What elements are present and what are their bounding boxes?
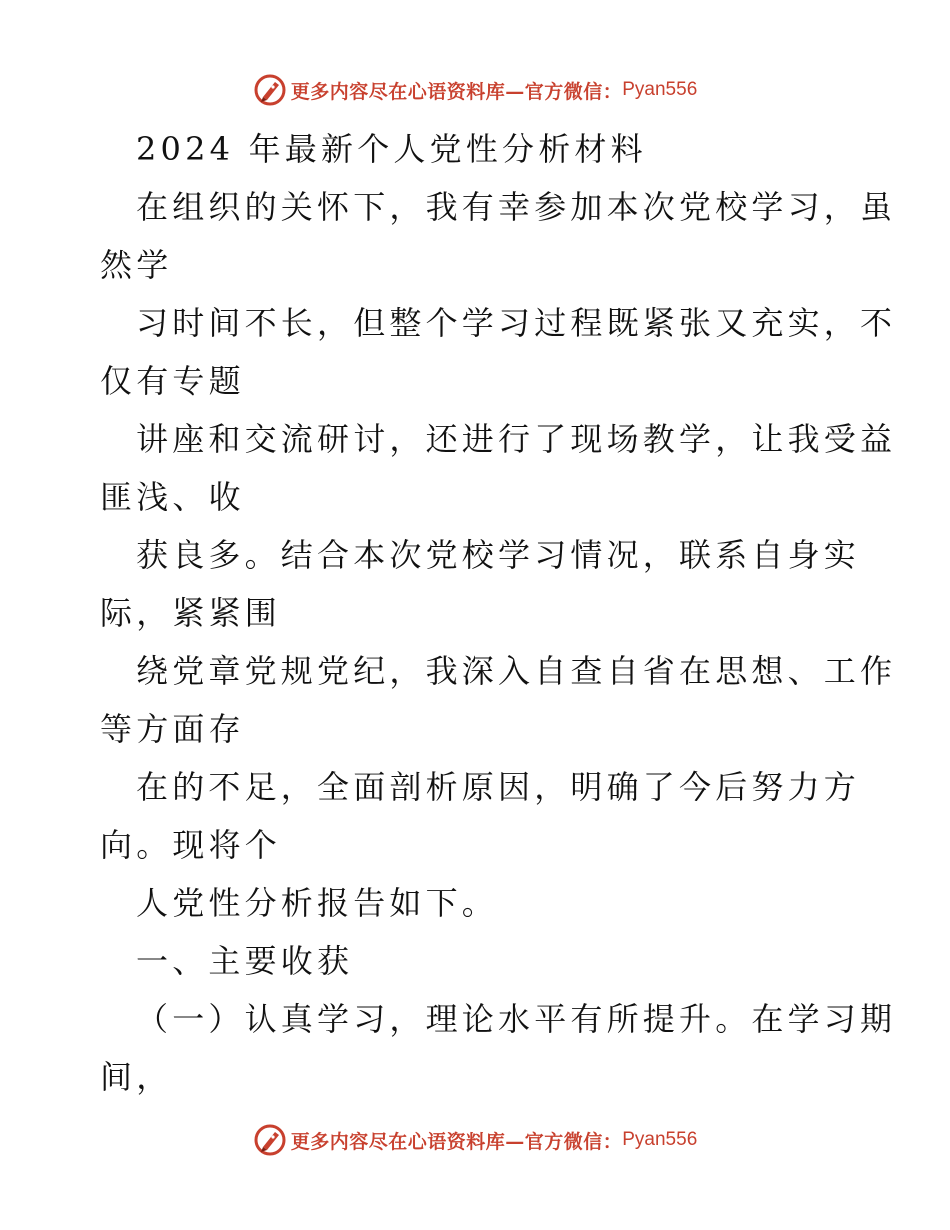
paragraph-line: 间， [100,1058,173,1096]
paragraph-line: 人党性分析报告如下。 [136,884,499,922]
paragraph-line: 绕党章党规党纪，我深入自查自省在思想、工作 [136,652,897,690]
paragraph-line: 在组织的关怀下，我有幸参加本次党校学习，虽 [136,188,897,226]
watermark-account: Pyan556 [622,1129,698,1150]
watermark-text: 更多内容尽在心语资料库—官方微信： [290,80,623,103]
paragraph-line: 获良多。结合本次党校学习情况，联系自身实 [136,536,861,574]
paragraph-line: 然学 [100,246,173,284]
paragraph-line: 在的不足，全面剖析原因，明确了今后努力方 [136,768,861,806]
paragraph-line: 仅有专题 [100,362,245,400]
paragraph-line: 讲座和交流研讨，还进行了现场教学，让我受益 [136,420,897,458]
paragraph-line: 等方面存 [100,710,245,748]
watermark-account: Pyan556 [622,79,698,100]
subsection-heading: （一）认真学习，理论水平有所提升。在学习期 [136,1000,897,1038]
watermark-text: 更多内容尽在心语资料库—官方微信： [290,1130,623,1153]
document-body [100,120,897,1106]
section-heading: 一、主要收获 [136,942,354,980]
paragraph-line: 习时间不长，但整个学习过程既紧张又充实，不 [136,304,897,342]
paragraph-line: 匪浅、收 [100,478,245,516]
pen-logo-icon [253,73,287,107]
watermark-footer [0,1120,950,1160]
watermark-header [0,70,950,110]
paragraph-line: 向。现将个 [100,826,282,864]
pen-logo-icon [253,1123,287,1157]
paragraph-line: 际，紧紧围 [100,594,282,632]
document-title: 2024 年最新个人党性分析材料 [136,130,647,168]
